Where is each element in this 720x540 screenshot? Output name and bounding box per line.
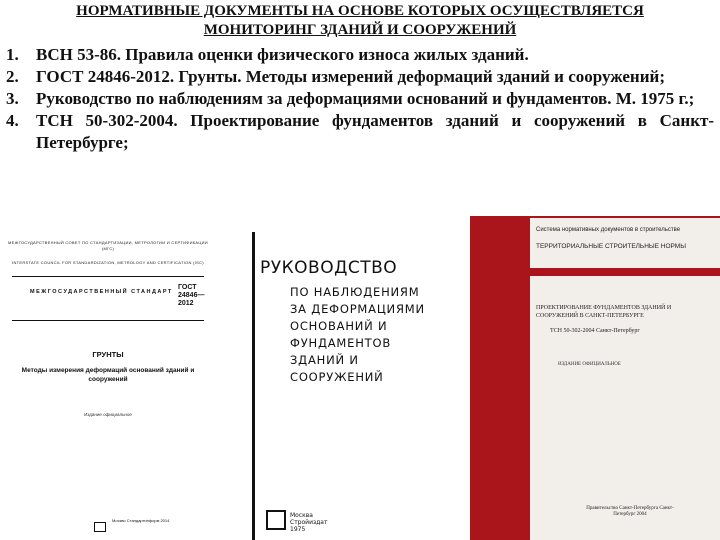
gost-standard-label: МЕЖГОСУДАРСТВЕННЫЙ СТАНДАРТ xyxy=(30,289,173,295)
tsn-system-label: Система нормативных документов в строительстве xyxy=(536,227,681,233)
item-number: 2. xyxy=(6,67,19,86)
item-text: ТСН 50-302-2004. Проектирование фундаментов зданий и сооружений в Санкт-Петербурге; xyxy=(36,111,714,152)
tsn-edition: ИЗДАНИЕ ОФИЦИАЛЬНОЕ xyxy=(558,362,621,367)
cover-spine xyxy=(252,232,255,540)
list-item xyxy=(6,110,714,154)
rukovodstvo-footer: Москва Стройиздат 1975 xyxy=(290,512,328,533)
item-text: ВСН 53-86. Правила оценки физического износа жилых зданий. xyxy=(36,45,529,64)
gost-divider xyxy=(12,320,204,321)
gost-cover xyxy=(8,232,208,540)
tsn-page xyxy=(530,218,720,540)
gost-header-en: INTERSTATE COUNCIL FOR STANDARDIZATION, METROLOGY AND CERTIFICATION (ISC) xyxy=(12,260,204,265)
item-text: Руководство по наблюдениям за деформациями оснований и фундаментов. М. 1975 г.; xyxy=(36,89,695,108)
gost-subtitle: Методы измерения деформаций оснований зданий и сооружений xyxy=(21,367,195,383)
gost-number: ГОСТ 24846— 2012 xyxy=(178,284,205,307)
rukovodstvo-title: РУКОВОДСТВО xyxy=(260,258,398,278)
tsn-norms-label: ТЕРРИТОРИАЛЬНЫЕ СТРОИТЕЛЬНЫЕ НОРМЫ xyxy=(536,243,686,250)
gost-footer: Москво Стандартинформ 2014 xyxy=(112,518,170,523)
list-item xyxy=(6,88,714,110)
gost-name: ГРУНТЫ xyxy=(92,350,124,359)
item-text: ГОСТ 24846-2012. Грунты. Методы измерений деформаций зданий и сооружений; xyxy=(36,67,665,86)
gost-header: МЕЖГОСУДАРСТВЕННЫЙ СОВЕТ ПО СТАНДАРТИЗАЦИИ, МЕТРОЛОГИИ И СЕРТИФИКАЦИИ (МГС) xyxy=(8,240,208,251)
item-number: 3. xyxy=(6,89,19,108)
tsn-code: ТСН 50-302-2004 Санкт-Петербург xyxy=(550,328,640,334)
document-list xyxy=(6,44,714,154)
tsn-title: ПРОЕКТИРОВАНИЕ ФУНДАМЕНТОВ ЗДАНИЙ И СООРУЖЕНИЙ В САНКТ-ПЕТЕРБУРГЕ xyxy=(536,305,672,319)
publisher-logo-icon xyxy=(94,522,106,532)
item-number: 4. xyxy=(6,111,19,130)
page-title: НОРМАТИВНЫЕ ДОКУМЕНТЫ НА ОСНОВЕ КОТОРЫХ ОСУЩЕСТВЛЯЕТСЯ МОНИТОРИНГ ЗДАНИЙ И СООРУЖЕНИЙ xyxy=(76,3,644,38)
tsn-cover xyxy=(470,216,720,540)
tsn-footer: Правительство Санкт-Петербурга Санкт-Петербург 2004 xyxy=(586,506,674,517)
rukovodstvo-subtitle-text: ПО НАБЛЮДЕНИЯМ ЗА ДЕФОРМАЦИЯМИ ОСНОВАНИЙ И ФУНДАМЕНТОВ ЗДАНИЙ И СООРУЖЕНИЙ xyxy=(290,285,425,384)
list-item xyxy=(6,66,714,88)
stroyizdat-logo-icon xyxy=(266,510,286,530)
gost-edition: Издание официальное xyxy=(84,412,132,417)
rukovodstvo-cover xyxy=(244,232,454,540)
item-number: 1. xyxy=(6,45,19,64)
list-item xyxy=(6,44,714,66)
rukovodstvo-subtitle xyxy=(290,284,440,386)
gost-divider xyxy=(12,276,204,277)
tsn-red-band xyxy=(530,268,720,276)
